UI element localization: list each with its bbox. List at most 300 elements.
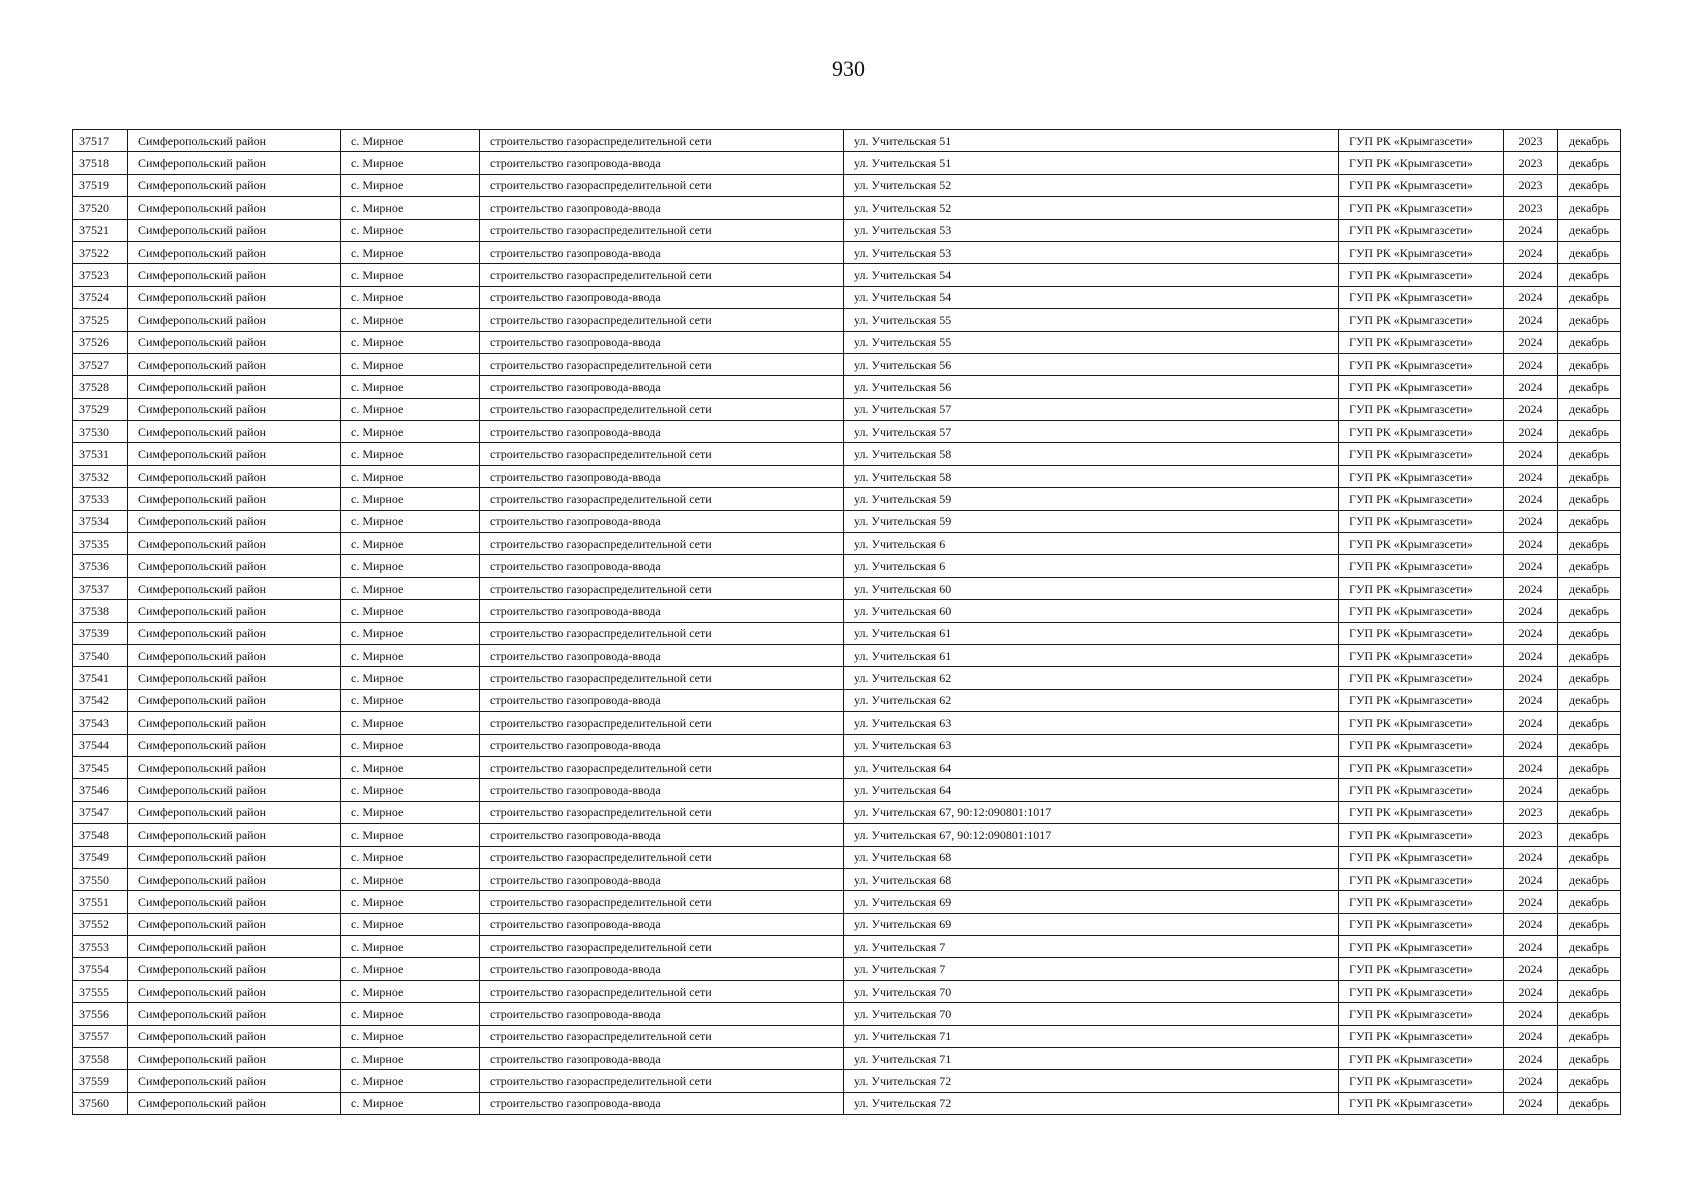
cell-record-number: 37553 [73, 936, 128, 958]
table-row [73, 824, 1621, 846]
cell-organization: ГУП РК «Крымгазсети» [1339, 980, 1504, 1002]
cell-record-number: 37517 [73, 130, 128, 152]
cell-work-type: строительство газораспределительной сети [480, 398, 844, 420]
cell-record-number: 37536 [73, 555, 128, 577]
table-row [73, 331, 1621, 353]
cell-address: ул. Учительская 53 [844, 241, 1339, 263]
cell-address: ул. Учительская 59 [844, 510, 1339, 532]
cell-district: Симферопольский район [128, 398, 341, 420]
cell-month: декабрь [1558, 980, 1621, 1002]
cell-address: ул. Учительская 58 [844, 443, 1339, 465]
cell-settlement: с. Мирное [341, 1003, 480, 1025]
cell-record-number: 37559 [73, 1070, 128, 1092]
cell-district: Симферопольский район [128, 689, 341, 711]
cell-work-type: строительство газораспределительной сети [480, 712, 844, 734]
cell-record-number: 37526 [73, 331, 128, 353]
cell-settlement: с. Мирное [341, 465, 480, 487]
cell-settlement: с. Мирное [341, 779, 480, 801]
table-row [73, 421, 1621, 443]
table-row [73, 622, 1621, 644]
cell-work-type: строительство газопровода-ввода [480, 376, 844, 398]
cell-month: декабрь [1558, 197, 1621, 219]
cell-settlement: с. Мирное [341, 667, 480, 689]
cell-settlement: с. Мирное [341, 577, 480, 599]
cell-organization: ГУП РК «Крымгазсети» [1339, 891, 1504, 913]
table-row [73, 353, 1621, 375]
cell-district: Симферопольский район [128, 958, 341, 980]
cell-month: декабрь [1558, 421, 1621, 443]
cell-work-type: строительство газораспределительной сети [480, 264, 844, 286]
cell-district: Симферопольский район [128, 644, 341, 666]
table-row [73, 555, 1621, 577]
cell-district: Симферопольский район [128, 264, 341, 286]
cell-month: декабрь [1558, 555, 1621, 577]
table-row [73, 376, 1621, 398]
cell-year: 2024 [1504, 913, 1558, 935]
cell-year: 2024 [1504, 622, 1558, 644]
table-row [73, 130, 1621, 152]
cell-district: Симферопольский район [128, 1048, 341, 1070]
cell-year: 2024 [1504, 577, 1558, 599]
cell-address: ул. Учительская 52 [844, 174, 1339, 196]
cell-year: 2024 [1504, 891, 1558, 913]
table-row [73, 219, 1621, 241]
cell-record-number: 37525 [73, 309, 128, 331]
cell-district: Симферопольский район [128, 734, 341, 756]
cell-district: Симферопольский район [128, 376, 341, 398]
table-row [73, 600, 1621, 622]
cell-settlement: с. Мирное [341, 622, 480, 644]
cell-organization: ГУП РК «Крымгазсети» [1339, 868, 1504, 890]
cell-year: 2024 [1504, 868, 1558, 890]
table-row [73, 913, 1621, 935]
cell-record-number: 37535 [73, 533, 128, 555]
cell-month: декабрь [1558, 644, 1621, 666]
table-row [73, 712, 1621, 734]
cell-settlement: с. Мирное [341, 1070, 480, 1092]
table-row [73, 1003, 1621, 1025]
cell-year: 2024 [1504, 353, 1558, 375]
cell-month: декабрь [1558, 152, 1621, 174]
cell-work-type: строительство газораспределительной сети [480, 533, 844, 555]
table-row [73, 846, 1621, 868]
cell-year: 2024 [1504, 264, 1558, 286]
table-row [73, 1025, 1621, 1047]
cell-work-type: строительство газопровода-ввода [480, 824, 844, 846]
cell-work-type: строительство газопровода-ввода [480, 241, 844, 263]
cell-year: 2024 [1504, 712, 1558, 734]
cell-month: декабрь [1558, 846, 1621, 868]
cell-record-number: 37531 [73, 443, 128, 465]
cell-work-type: строительство газопровода-ввода [480, 779, 844, 801]
cell-settlement: с. Мирное [341, 398, 480, 420]
cell-work-type: строительство газораспределительной сети [480, 488, 844, 510]
cell-organization: ГУП РК «Крымгазсети» [1339, 600, 1504, 622]
cell-work-type: строительство газопровода-ввода [480, 152, 844, 174]
cell-organization: ГУП РК «Крымгазсети» [1339, 443, 1504, 465]
cell-year: 2024 [1504, 309, 1558, 331]
cell-month: декабрь [1558, 130, 1621, 152]
cell-month: декабрь [1558, 734, 1621, 756]
cell-settlement: с. Мирное [341, 331, 480, 353]
cell-month: декабрь [1558, 264, 1621, 286]
cell-organization: ГУП РК «Крымгазсети» [1339, 667, 1504, 689]
cell-month: декабрь [1558, 667, 1621, 689]
cell-organization: ГУП РК «Крымгазсети» [1339, 555, 1504, 577]
cell-address: ул. Учительская 57 [844, 421, 1339, 443]
cell-work-type: строительство газопровода-ввода [480, 1092, 844, 1114]
cell-work-type: строительство газораспределительной сети [480, 846, 844, 868]
cell-work-type: строительство газопровода-ввода [480, 1048, 844, 1070]
cell-month: декабрь [1558, 443, 1621, 465]
cell-work-type: строительство газопровода-ввода [480, 510, 844, 532]
cell-district: Симферопольский район [128, 913, 341, 935]
cell-address: ул. Учительская 64 [844, 756, 1339, 778]
cell-month: декабрь [1558, 1003, 1621, 1025]
cell-year: 2023 [1504, 801, 1558, 823]
cell-record-number: 37541 [73, 667, 128, 689]
cell-organization: ГУП РК «Крымгазсети» [1339, 510, 1504, 532]
cell-address: ул. Учительская 57 [844, 398, 1339, 420]
cell-month: декабрь [1558, 600, 1621, 622]
cell-settlement: с. Мирное [341, 510, 480, 532]
cell-month: декабрь [1558, 398, 1621, 420]
registry-table-body [73, 130, 1621, 1115]
cell-district: Симферопольский район [128, 868, 341, 890]
cell-settlement: с. Мирное [341, 152, 480, 174]
cell-settlement: с. Мирное [341, 846, 480, 868]
cell-organization: ГУП РК «Крымгазсети» [1339, 577, 1504, 599]
cell-year: 2023 [1504, 824, 1558, 846]
cell-year: 2023 [1504, 130, 1558, 152]
cell-district: Симферопольский район [128, 622, 341, 644]
cell-year: 2024 [1504, 465, 1558, 487]
cell-address: ул. Учительская 59 [844, 488, 1339, 510]
cell-address: ул. Учительская 6 [844, 533, 1339, 555]
table-row [73, 577, 1621, 599]
page-number: 930 [832, 56, 865, 81]
cell-work-type: строительство газопровода-ввода [480, 913, 844, 935]
table-row [73, 644, 1621, 666]
cell-work-type: строительство газораспределительной сети [480, 667, 844, 689]
cell-organization: ГУП РК «Крымгазсети» [1339, 353, 1504, 375]
table-row [73, 309, 1621, 331]
cell-settlement: с. Мирное [341, 913, 480, 935]
cell-organization: ГУП РК «Крымгазсети» [1339, 936, 1504, 958]
cell-year: 2024 [1504, 779, 1558, 801]
cell-month: декабрь [1558, 309, 1621, 331]
cell-month: декабрь [1558, 286, 1621, 308]
cell-month: декабрь [1558, 779, 1621, 801]
cell-month: декабрь [1558, 913, 1621, 935]
cell-work-type: строительство газопровода-ввода [480, 644, 844, 666]
cell-settlement: с. Мирное [341, 488, 480, 510]
cell-work-type: строительство газораспределительной сети [480, 353, 844, 375]
cell-record-number: 37529 [73, 398, 128, 420]
cell-address: ул. Учительская 54 [844, 286, 1339, 308]
cell-record-number: 37551 [73, 891, 128, 913]
cell-settlement: с. Мирное [341, 130, 480, 152]
table-row [73, 286, 1621, 308]
cell-address: ул. Учительская 70 [844, 980, 1339, 1002]
cell-record-number: 37538 [73, 600, 128, 622]
cell-district: Симферопольский район [128, 152, 341, 174]
cell-organization: ГУП РК «Крымгазсети» [1339, 174, 1504, 196]
cell-district: Симферопольский район [128, 219, 341, 241]
cell-organization: ГУП РК «Крымгазсети» [1339, 644, 1504, 666]
cell-settlement: с. Мирное [341, 376, 480, 398]
cell-year: 2024 [1504, 689, 1558, 711]
cell-year: 2024 [1504, 286, 1558, 308]
table-row [73, 488, 1621, 510]
cell-organization: ГУП РК «Крымгазсети» [1339, 421, 1504, 443]
cell-month: декабрь [1558, 465, 1621, 487]
cell-organization: ГУП РК «Крымгазсети» [1339, 376, 1504, 398]
cell-district: Симферопольский район [128, 801, 341, 823]
cell-year: 2023 [1504, 197, 1558, 219]
cell-address: ул. Учительская 71 [844, 1048, 1339, 1070]
cell-address: ул. Учительская 72 [844, 1070, 1339, 1092]
table-row [73, 398, 1621, 420]
table-row [73, 510, 1621, 532]
table-row [73, 533, 1621, 555]
cell-address: ул. Учительская 54 [844, 264, 1339, 286]
cell-organization: ГУП РК «Крымгазсети» [1339, 801, 1504, 823]
cell-year: 2024 [1504, 1092, 1558, 1114]
cell-record-number: 37555 [73, 980, 128, 1002]
table-row [73, 756, 1621, 778]
cell-record-number: 37524 [73, 286, 128, 308]
cell-month: декабрь [1558, 533, 1621, 555]
cell-address: ул. Учительская 56 [844, 376, 1339, 398]
cell-year: 2024 [1504, 219, 1558, 241]
cell-year: 2024 [1504, 241, 1558, 263]
cell-record-number: 37547 [73, 801, 128, 823]
cell-district: Симферопольский район [128, 510, 341, 532]
cell-address: ул. Учительская 68 [844, 846, 1339, 868]
cell-address: ул. Учительская 69 [844, 891, 1339, 913]
cell-work-type: строительство газораспределительной сети [480, 891, 844, 913]
cell-work-type: строительство газораспределительной сети [480, 980, 844, 1002]
cell-organization: ГУП РК «Крымгазсети» [1339, 331, 1504, 353]
cell-organization: ГУП РК «Крымгазсети» [1339, 756, 1504, 778]
cell-year: 2024 [1504, 1070, 1558, 1092]
cell-year: 2024 [1504, 443, 1558, 465]
cell-organization: ГУП РК «Крымгазсети» [1339, 913, 1504, 935]
cell-work-type: строительство газопровода-ввода [480, 1003, 844, 1025]
table-row [73, 801, 1621, 823]
cell-district: Симферопольский район [128, 533, 341, 555]
cell-year: 2024 [1504, 398, 1558, 420]
cell-organization: ГУП РК «Крымгазсети» [1339, 712, 1504, 734]
cell-settlement: с. Мирное [341, 533, 480, 555]
cell-settlement: с. Мирное [341, 936, 480, 958]
cell-work-type: строительство газораспределительной сети [480, 1025, 844, 1047]
cell-month: декабрь [1558, 353, 1621, 375]
cell-settlement: с. Мирное [341, 600, 480, 622]
cell-record-number: 37521 [73, 219, 128, 241]
cell-district: Симферопольский район [128, 1092, 341, 1114]
table-row [73, 1048, 1621, 1070]
table-row [73, 1070, 1621, 1092]
cell-organization: ГУП РК «Крымгазсети» [1339, 398, 1504, 420]
cell-settlement: с. Мирное [341, 1092, 480, 1114]
cell-work-type: строительство газораспределительной сети [480, 622, 844, 644]
cell-year: 2024 [1504, 958, 1558, 980]
cell-address: ул. Учительская 69 [844, 913, 1339, 935]
cell-record-number: 37542 [73, 689, 128, 711]
cell-work-type: строительство газораспределительной сети [480, 219, 844, 241]
cell-month: декабрь [1558, 331, 1621, 353]
cell-organization: ГУП РК «Крымгазсети» [1339, 309, 1504, 331]
cell-district: Симферопольский район [128, 130, 341, 152]
cell-district: Симферопольский район [128, 712, 341, 734]
cell-month: декабрь [1558, 510, 1621, 532]
cell-settlement: с. Мирное [341, 241, 480, 263]
cell-work-type: строительство газопровода-ввода [480, 734, 844, 756]
cell-organization: ГУП РК «Крымгазсети» [1339, 1025, 1504, 1047]
cell-year: 2024 [1504, 600, 1558, 622]
cell-organization: ГУП РК «Крымгазсети» [1339, 264, 1504, 286]
cell-settlement: с. Мирное [341, 980, 480, 1002]
cell-organization: ГУП РК «Крымгазсети» [1339, 286, 1504, 308]
cell-record-number: 37554 [73, 958, 128, 980]
cell-year: 2024 [1504, 1048, 1558, 1070]
cell-address: ул. Учительская 7 [844, 936, 1339, 958]
cell-organization: ГУП РК «Крымгазсети» [1339, 241, 1504, 263]
cell-organization: ГУП РК «Крымгазсети» [1339, 1048, 1504, 1070]
cell-district: Симферопольский район [128, 577, 341, 599]
cell-work-type: строительство газораспределительной сети [480, 130, 844, 152]
cell-settlement: с. Мирное [341, 1025, 480, 1047]
cell-district: Симферопольский район [128, 779, 341, 801]
cell-record-number: 37530 [73, 421, 128, 443]
cell-month: декабрь [1558, 1070, 1621, 1092]
cell-address: ул. Учительская 60 [844, 600, 1339, 622]
cell-organization: ГУП РК «Крымгазсети» [1339, 1070, 1504, 1092]
cell-settlement: с. Мирное [341, 958, 480, 980]
cell-month: декабрь [1558, 577, 1621, 599]
cell-month: декабрь [1558, 1025, 1621, 1047]
cell-month: декабрь [1558, 174, 1621, 196]
cell-address: ул. Учительская 63 [844, 734, 1339, 756]
cell-settlement: с. Мирное [341, 286, 480, 308]
table-row [73, 868, 1621, 890]
cell-organization: ГУП РК «Крымгазсети» [1339, 1092, 1504, 1114]
cell-work-type: строительство газораспределительной сети [480, 1070, 844, 1092]
cell-district: Симферопольский район [128, 891, 341, 913]
cell-month: декабрь [1558, 824, 1621, 846]
cell-work-type: строительство газопровода-ввода [480, 600, 844, 622]
cell-work-type: строительство газопровода-ввода [480, 331, 844, 353]
cell-address: ул. Учительская 51 [844, 130, 1339, 152]
cell-organization: ГУП РК «Крымгазсети» [1339, 622, 1504, 644]
cell-district: Симферопольский район [128, 309, 341, 331]
cell-settlement: с. Мирное [341, 868, 480, 890]
cell-work-type: строительство газопровода-ввода [480, 555, 844, 577]
table-row [73, 779, 1621, 801]
cell-address: ул. Учительская 53 [844, 219, 1339, 241]
cell-year: 2024 [1504, 644, 1558, 666]
cell-work-type: строительство газораспределительной сети [480, 577, 844, 599]
cell-district: Симферопольский район [128, 331, 341, 353]
cell-record-number: 37540 [73, 644, 128, 666]
cell-month: декабрь [1558, 1092, 1621, 1114]
cell-work-type: строительство газопровода-ввода [480, 421, 844, 443]
cell-year: 2024 [1504, 421, 1558, 443]
cell-record-number: 37532 [73, 465, 128, 487]
cell-district: Симферопольский район [128, 488, 341, 510]
cell-month: декабрь [1558, 488, 1621, 510]
cell-year: 2024 [1504, 555, 1558, 577]
cell-record-number: 37519 [73, 174, 128, 196]
cell-settlement: с. Мирное [341, 174, 480, 196]
cell-district: Симферопольский район [128, 197, 341, 219]
cell-district: Симферопольский район [128, 174, 341, 196]
table-row [73, 689, 1621, 711]
cell-record-number: 37528 [73, 376, 128, 398]
cell-record-number: 37545 [73, 756, 128, 778]
cell-address: ул. Учительская 64 [844, 779, 1339, 801]
cell-year: 2024 [1504, 936, 1558, 958]
table-row [73, 734, 1621, 756]
cell-year: 2024 [1504, 980, 1558, 1002]
cell-district: Симферопольский район [128, 1025, 341, 1047]
cell-year: 2024 [1504, 1025, 1558, 1047]
cell-work-type: строительство газораспределительной сети [480, 309, 844, 331]
cell-year: 2024 [1504, 331, 1558, 353]
cell-address: ул. Учительская 68 [844, 868, 1339, 890]
cell-district: Симферопольский район [128, 667, 341, 689]
table-row [73, 152, 1621, 174]
cell-work-type: строительство газораспределительной сети [480, 801, 844, 823]
cell-organization: ГУП РК «Крымгазсети» [1339, 734, 1504, 756]
cell-address: ул. Учительская 55 [844, 331, 1339, 353]
cell-year: 2023 [1504, 152, 1558, 174]
cell-record-number: 37539 [73, 622, 128, 644]
cell-organization: ГУП РК «Крымгазсети» [1339, 846, 1504, 868]
cell-month: декабрь [1558, 712, 1621, 734]
cell-work-type: строительство газопровода-ввода [480, 465, 844, 487]
cell-address: ул. Учительская 56 [844, 353, 1339, 375]
cell-work-type: строительство газопровода-ввода [480, 958, 844, 980]
cell-work-type: строительство газораспределительной сети [480, 174, 844, 196]
cell-address: ул. Учительская 72 [844, 1092, 1339, 1114]
cell-address: ул. Учительская 7 [844, 958, 1339, 980]
cell-record-number: 37546 [73, 779, 128, 801]
cell-district: Симферопольский район [128, 846, 341, 868]
cell-settlement: с. Мирное [341, 443, 480, 465]
table-row [73, 1092, 1621, 1114]
cell-work-type: строительство газораспределительной сети [480, 756, 844, 778]
cell-address: ул. Учительская 55 [844, 309, 1339, 331]
cell-record-number: 37537 [73, 577, 128, 599]
cell-record-number: 37527 [73, 353, 128, 375]
cell-month: декабрь [1558, 376, 1621, 398]
cell-record-number: 37558 [73, 1048, 128, 1070]
cell-record-number: 37544 [73, 734, 128, 756]
cell-address: ул. Учительская 61 [844, 644, 1339, 666]
cell-address: ул. Учительская 62 [844, 689, 1339, 711]
cell-settlement: с. Мирное [341, 689, 480, 711]
cell-year: 2024 [1504, 510, 1558, 532]
cell-district: Симферопольский район [128, 353, 341, 375]
cell-record-number: 37520 [73, 197, 128, 219]
cell-district: Симферопольский район [128, 421, 341, 443]
registry-table [72, 129, 1621, 1115]
cell-settlement: с. Мирное [341, 712, 480, 734]
cell-record-number: 37550 [73, 868, 128, 890]
